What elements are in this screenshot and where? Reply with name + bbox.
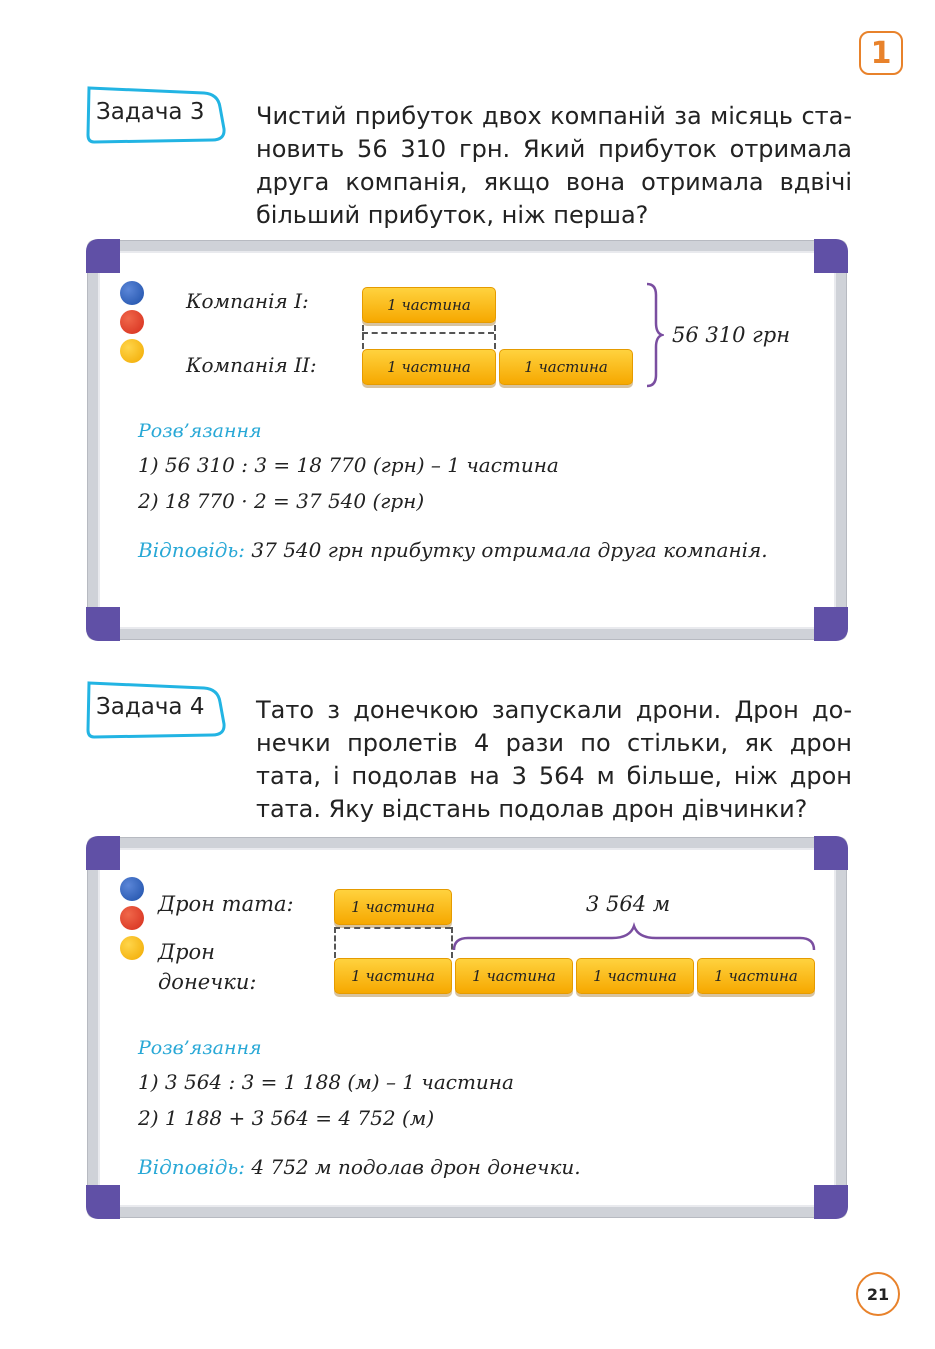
row2-label: Компанія ІІ: — [186, 353, 317, 377]
row2-label-line2: донечки: — [158, 970, 257, 994]
solution-step: 1) 56 310 : 3 = 18 770 (грн) – 1 частина — [138, 453, 559, 477]
solution-title: Розв’язання — [138, 420, 262, 442]
row1-label: Дрон тата: — [158, 892, 294, 916]
segment-part: 1 частина — [576, 958, 694, 994]
blue-magnet-icon — [120, 877, 144, 901]
answer-text: 37 540 грн прибутку отримала друга компанія. — [251, 538, 768, 562]
right-brace-icon — [644, 281, 664, 389]
chapter-badge: 1 — [859, 31, 903, 75]
task3-label-text: Задача 3 — [96, 99, 205, 125]
dashed-guide — [362, 332, 494, 334]
solution-step: 2) 1 188 + 3 564 = 4 752 (м) — [138, 1106, 435, 1130]
blue-magnet-icon — [120, 281, 144, 305]
answer — [138, 1152, 778, 1182]
difference-value: 3 564 м — [586, 892, 671, 916]
red-magnet-icon — [120, 310, 144, 334]
total-value: 56 310 грн — [672, 323, 791, 347]
task3-board — [88, 241, 846, 639]
answer — [138, 535, 778, 565]
segment-part: 1 частина — [362, 349, 496, 385]
segment-part: 1 частина — [697, 958, 815, 994]
task4-text: Тато з донечкою запускали дрони. Дрон до-нечки пролетів 4 рази по стільки, як дрон тата, і подолав на 3 564 м більше, ніж дрон тата. Яку відстань подолав дрон дівчинки? — [256, 696, 852, 823]
segment-part: 1 частина — [455, 958, 573, 994]
dashed-guide — [362, 325, 364, 349]
dashed-guide — [494, 325, 496, 349]
yellow-magnet-icon — [120, 936, 144, 960]
segment-part: 1 частина — [362, 287, 496, 323]
segment-part: 1 частина — [334, 889, 452, 925]
red-magnet-icon — [120, 906, 144, 930]
frame-corner — [86, 836, 120, 870]
solution-step: 2) 18 770 · 2 = 37 540 (грн) — [138, 489, 425, 513]
frame-corner — [814, 239, 848, 273]
solution-title: Розв’язання — [138, 1037, 262, 1059]
top-brace-icon — [452, 920, 818, 954]
task4-label — [86, 680, 226, 738]
frame-corner — [86, 239, 120, 273]
frame-corner — [86, 607, 120, 641]
dashed-guide — [334, 927, 336, 958]
yellow-magnet-icon — [120, 339, 144, 363]
task4-board — [88, 838, 846, 1217]
row2-label-line1: Дрон — [158, 940, 215, 964]
answer-label: Відповідь: — [138, 538, 246, 562]
task4-label-text: Задача 4 — [96, 694, 205, 720]
answer-label: Відповідь: — [138, 1155, 246, 1179]
frame-corner — [814, 836, 848, 870]
segment-part: 1 частина — [499, 349, 633, 385]
task3-text: Чистий прибуток двох компаній за місяць ста-новить 56 310 грн. Який прибуток отримала друга компанія, якщо вона отримала вдвічі більший прибуток, ніж перша? — [256, 102, 852, 229]
frame-corner — [814, 607, 848, 641]
frame-corner — [86, 1185, 120, 1219]
task3-label — [86, 85, 226, 143]
answer-text: 4 752 м подолав дрон донечки. — [251, 1155, 581, 1179]
frame-corner — [814, 1185, 848, 1219]
solution-step: 1) 3 564 : 3 = 1 188 (м) – 1 частина — [138, 1070, 514, 1094]
row1-label: Компанія І: — [186, 289, 309, 313]
dashed-guide — [334, 927, 451, 929]
page-number: 21 — [856, 1272, 900, 1316]
segment-part: 1 частина — [334, 958, 452, 994]
